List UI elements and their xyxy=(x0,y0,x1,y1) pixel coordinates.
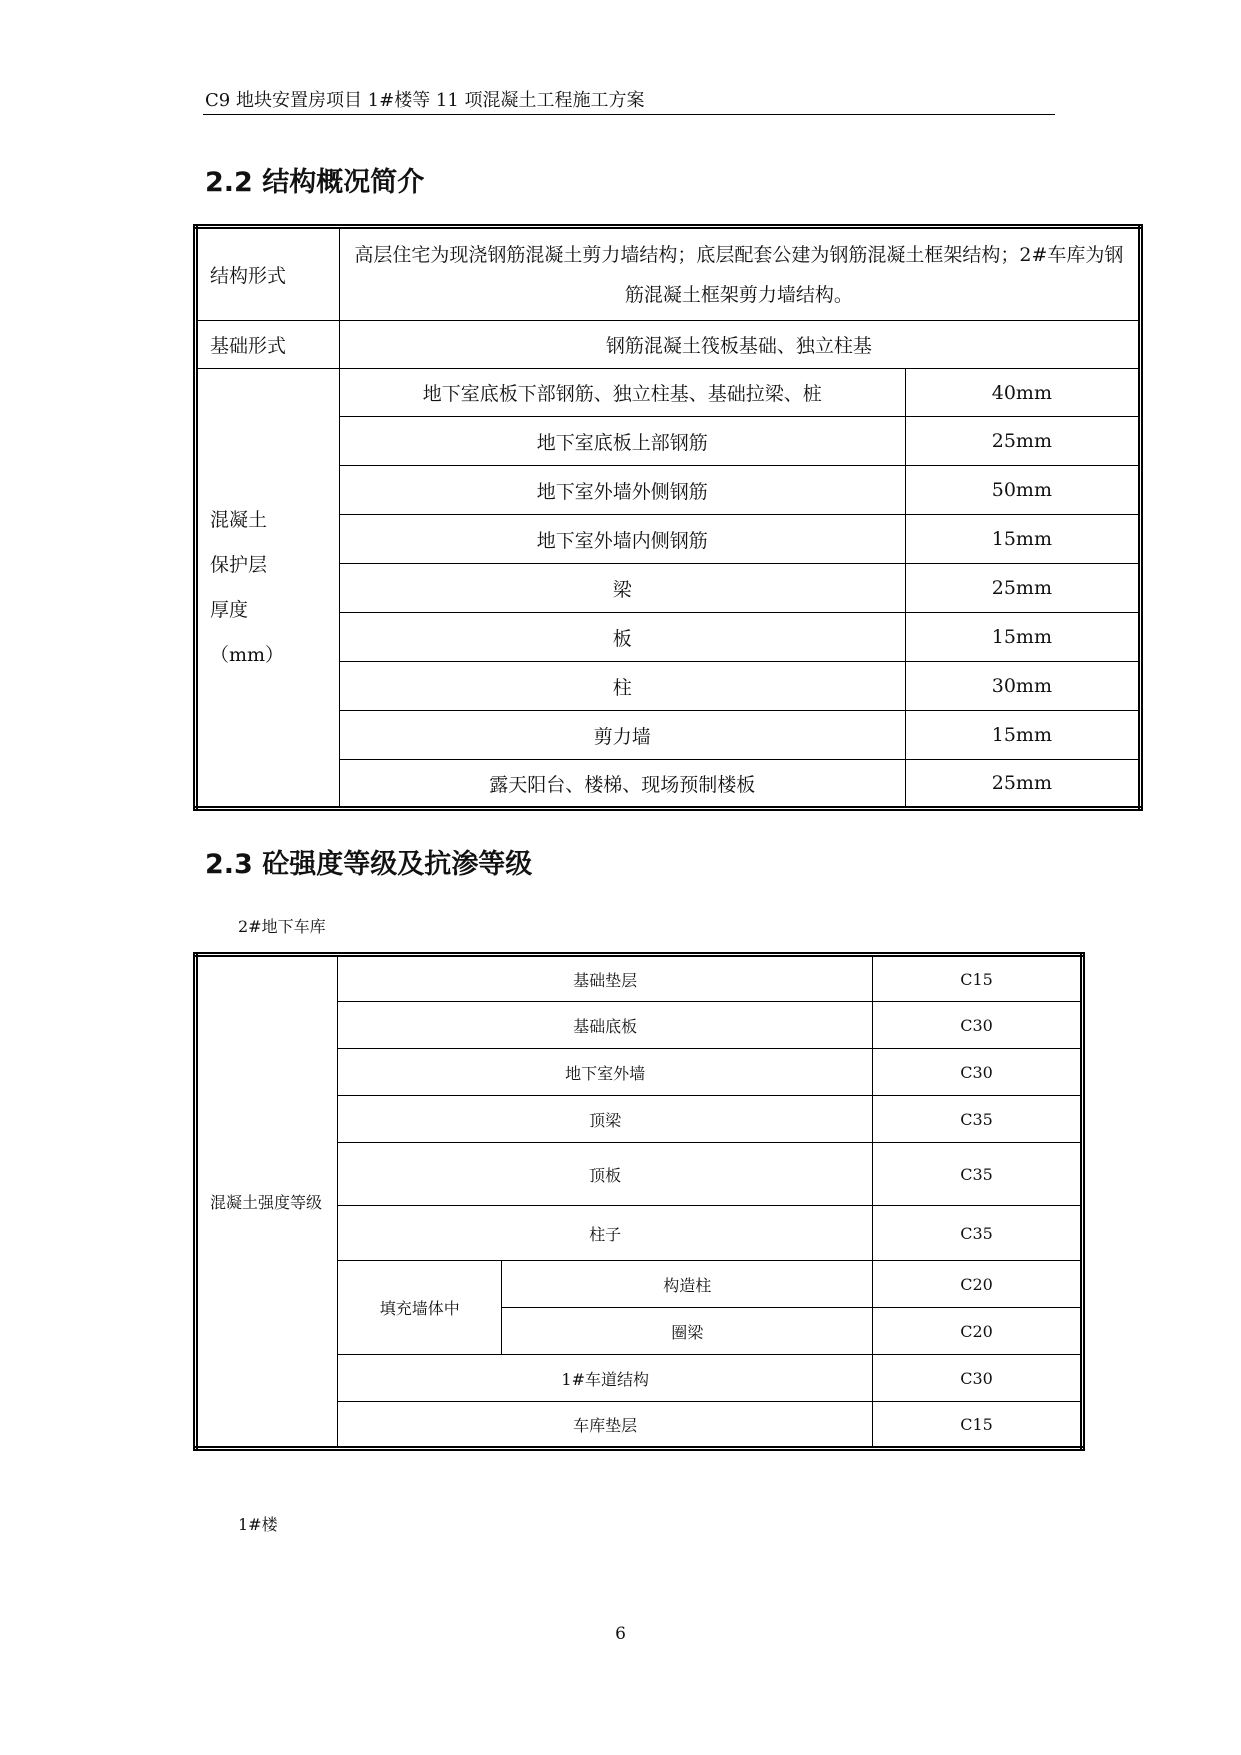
table-row xyxy=(196,955,1083,1002)
grade-item: 1#车道结构 xyxy=(338,1355,873,1402)
grade-item: 柱子 xyxy=(338,1206,873,1261)
cover-label-line: （mm） xyxy=(210,643,285,666)
concrete-grade-table xyxy=(193,952,1085,1451)
cover-value: 15mm xyxy=(905,711,1140,760)
grade-item: 顶板 xyxy=(338,1143,873,1206)
foundation-form-label: 基础形式 xyxy=(196,321,340,369)
cover-value: 15mm xyxy=(905,515,1140,564)
table-row xyxy=(196,321,1141,369)
grade-value: C15 xyxy=(873,955,1083,1002)
structure-form-label: 结构形式 xyxy=(196,227,340,321)
table-row xyxy=(196,227,1141,321)
cover-item: 地下室外墙内侧钢筋 xyxy=(339,515,905,564)
grade-value: C20 xyxy=(873,1261,1083,1308)
cover-item: 地下室底板下部钢筋、独立柱基、基础拉梁、桩 xyxy=(339,369,905,417)
cover-item: 柱 xyxy=(339,662,905,711)
table-row xyxy=(196,369,1141,417)
cover-item: 地下室外墙外侧钢筋 xyxy=(339,466,905,515)
grade-value: C35 xyxy=(873,1206,1083,1261)
grade-value: C20 xyxy=(873,1308,1083,1355)
cover-label-line: 厚度 xyxy=(210,598,249,621)
cover-value: 30mm xyxy=(905,662,1140,711)
cover-value: 25mm xyxy=(905,417,1140,466)
concrete-grade-label: 混凝土强度等级 xyxy=(196,955,338,1449)
cover-thickness-label xyxy=(196,369,340,809)
cover-value: 25mm xyxy=(905,760,1140,809)
grade-item: 构造柱 xyxy=(502,1261,873,1308)
grade-value: C30 xyxy=(873,1002,1083,1049)
cover-label-line: 保护层 xyxy=(210,553,268,576)
grade-value: C35 xyxy=(873,1096,1083,1143)
cover-item: 板 xyxy=(339,613,905,662)
building-note: 1#楼 xyxy=(238,1515,278,1534)
cover-item: 地下室底板上部钢筋 xyxy=(339,417,905,466)
grade-item: 车库垫层 xyxy=(338,1402,873,1449)
grade-item: 圈梁 xyxy=(502,1308,873,1355)
page-number: 6 xyxy=(615,1624,626,1644)
grade-value: C15 xyxy=(873,1402,1083,1449)
cover-label-line: 混凝土 xyxy=(210,508,268,531)
structure-form-value: 高层住宅为现浇钢筋混凝土剪力墙结构；底层配套公建为钢筋混凝土框架结构；2#车库为钢筋混凝土框架剪力墙结构。 xyxy=(339,227,1140,321)
grade-item: 顶梁 xyxy=(338,1096,873,1143)
header-rule xyxy=(203,114,1055,115)
cover-value: 15mm xyxy=(905,613,1140,662)
cover-value: 25mm xyxy=(905,564,1140,613)
cover-item: 剪力墙 xyxy=(339,711,905,760)
section-2-2-title: 2.2 结构概况简介 xyxy=(205,167,425,198)
grade-item: 地下室外墙 xyxy=(338,1049,873,1096)
grade-value: C30 xyxy=(873,1049,1083,1096)
section-2-3-title: 2.3 砼强度等级及抗渗等级 xyxy=(205,849,533,880)
grade-value: C30 xyxy=(873,1355,1083,1402)
infill-wall-label: 填充墙体中 xyxy=(338,1261,502,1355)
grade-value: C35 xyxy=(873,1143,1083,1206)
cover-item: 露天阳台、楼梯、现场预制楼板 xyxy=(339,760,905,809)
cover-item: 梁 xyxy=(339,564,905,613)
grade-item: 基础垫层 xyxy=(338,955,873,1002)
grade-item: 基础底板 xyxy=(338,1002,873,1049)
page-header-title: C9 地块安置房项目 1#楼等 11 项混凝土工程施工方案 xyxy=(205,90,645,111)
structure-overview-table xyxy=(193,224,1143,811)
cover-value: 40mm xyxy=(905,369,1140,417)
foundation-form-value: 钢筋混凝土筏板基础、独立柱基 xyxy=(339,321,1140,369)
cover-value: 50mm xyxy=(905,466,1140,515)
garage-note: 2#地下车库 xyxy=(238,917,326,936)
